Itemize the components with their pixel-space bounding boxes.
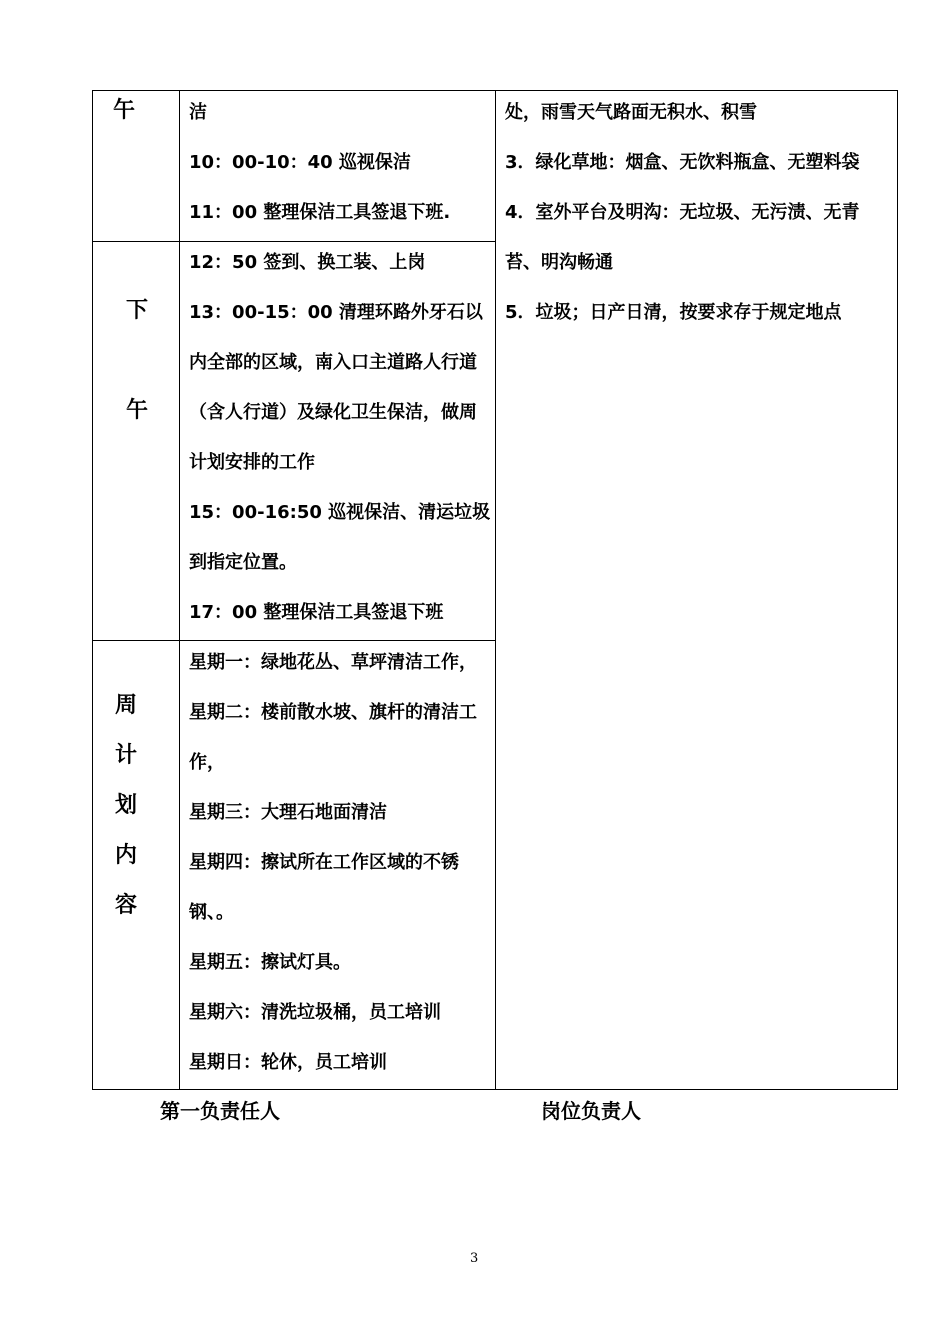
row-label-weekly-char: 周 — [115, 693, 138, 718]
task-line: 内全部的区域，南入口主道路人行道 — [189, 352, 477, 373]
schedule-table — [92, 90, 898, 1090]
standard-line: 3．绿化草地：烟盒、无饮料瓶盒、无塑料袋 — [505, 152, 860, 173]
row-label-weekly-char: 划 — [115, 793, 138, 818]
weekly-task-line: 星期五：擦试灯具。 — [189, 952, 351, 973]
standard-line: 苔、明沟畅通 — [505, 252, 613, 273]
row-label-afternoon-char: 下 — [126, 298, 149, 323]
row-label-afternoon-char: 午 — [126, 398, 149, 423]
weekly-task-line: 钢、。 — [189, 902, 234, 923]
row-label-weekly-char: 容 — [115, 893, 138, 918]
task-line: 13：00-15：00 清理环路外牙石以 — [189, 302, 483, 323]
weekly-task-line: 星期六：清洗垃圾桶，员工培训 — [189, 1002, 441, 1023]
row-label-noon-char: 午 — [113, 98, 136, 123]
column-divider — [495, 91, 496, 1089]
task-line: 10：00-10：40 巡视保洁 — [189, 152, 411, 173]
row-label-weekly-char: 计 — [115, 743, 138, 768]
first-responsible-person-label: 第一负责任人 — [160, 1099, 280, 1123]
weekly-task-line: 星期日：轮休，员工培训 — [189, 1052, 387, 1073]
task-line: 到指定位置。 — [189, 552, 297, 573]
task-line: 15：00-16:50 巡视保洁、清运垃圾 — [189, 502, 491, 523]
task-line: 计划安排的工作 — [189, 452, 315, 473]
weekly-task-line: 作， — [189, 752, 225, 773]
post-responsible-person-label: 岗位负责人 — [541, 1099, 641, 1123]
task-line: 11：00 整理保洁工具签退下班. — [189, 202, 451, 223]
standard-line: 4．室外平台及明沟：无垃圾、无污渍、无青 — [505, 202, 860, 223]
weekly-task-line: 星期一：绿地花丛、草坪清洁工作， — [189, 652, 477, 673]
weekly-task-line: 星期四：擦试所在工作区域的不锈 — [189, 852, 459, 873]
page-number: 3 — [470, 1251, 479, 1266]
row-label-weekly-char: 内 — [115, 843, 138, 868]
weekly-task-line: 星期二：楼前散水坡、旗杆的清洁工 — [189, 702, 477, 723]
task-line: 12：50 签到、换工装、上岗 — [189, 252, 426, 273]
standard-line: 处，雨雪天气路面无积水、积雪 — [505, 102, 757, 123]
task-line: 17：00 整理保洁工具签退下班 — [189, 602, 444, 623]
row-divider — [93, 640, 495, 641]
row-divider — [93, 241, 495, 242]
task-line: （含人行道）及绿化卫生保洁，做周 — [189, 402, 477, 423]
weekly-task-line: 星期三：大理石地面清洁 — [189, 802, 387, 823]
task-line: 洁 — [189, 102, 207, 123]
standard-line: 5．垃圾；日产日清，按要求存于规定地点 — [505, 302, 842, 323]
